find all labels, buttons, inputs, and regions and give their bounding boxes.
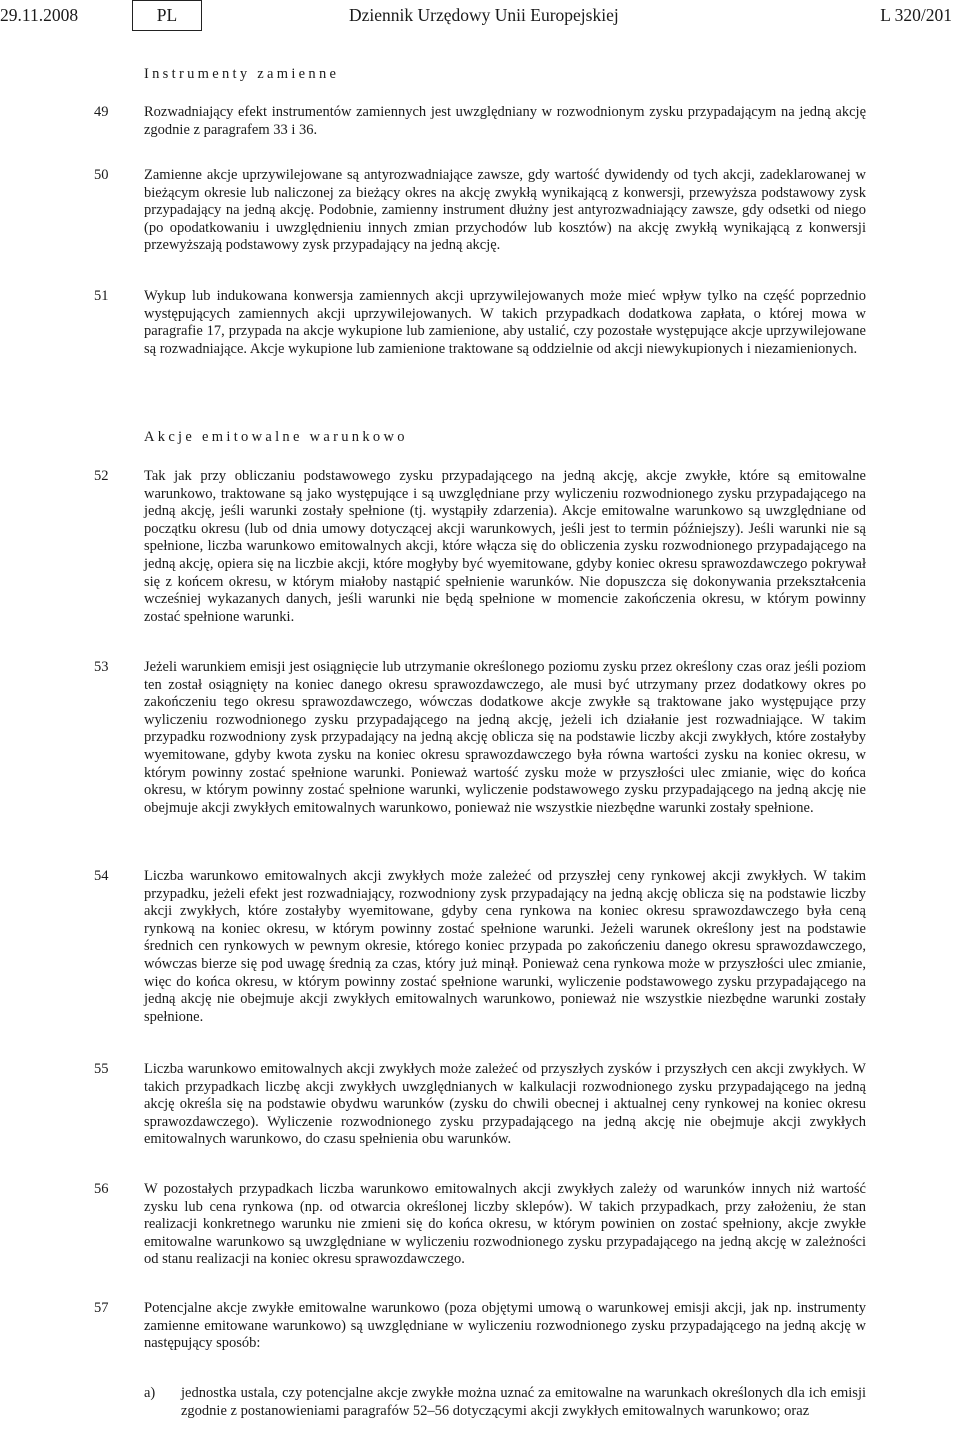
section-title-akcje-emitowalne-warunkowo: Akcje emitowalne warunkowo xyxy=(144,429,408,445)
page-header xyxy=(0,0,960,31)
paragraph-number: 49 xyxy=(94,104,109,120)
paragraph-number: 54 xyxy=(94,868,109,884)
journal-title: Dziennik Urzędowy Unii Europejskiej xyxy=(349,5,619,25)
paragraph-text: Potencjalne akcje zwykłe emitowalne warunkowo (poza objętymi umową o warunkowej emisji akcji, jak np. instrumenty zamienne emitowane warunkowo) są uwzględniane w wyliczeniu rozwodnionego zysku przypadającego na jedną akcję w następujący sposób: xyxy=(144,1300,866,1352)
paragraph-text: Tak jak przy obliczaniu podstawowego zysku przypadającego na jedną akcję, akcje zwykłe, które są emitowalne warunkowo, traktowane są jako występujące i są uwzględniane przy wyliczeniu rozwodnionego zysku przypadającego na jedną akcję, jeśli warunki zostały spełnione (tj. wystąpiły zdarzenia). Akcje emitowalne warunkowo są uwzględniane od początku okresu (lub od dnia umowy dotyczącej akcji warunkowych, jeśli jest to termin późniejszy). Jeśli warunki nie są spełnione, liczba warunkowo emitowalnych akcji, które włącza się do obliczenia zysku rozwodnionego przypadającego na jedną akcję, opiera się na liczbie akcji, które mogłyby być wyemitowane, gdyby koniec okresu sprawozdawczego pokrywał się z końcem okresu, w którym miałoby nastąpić spełnienie warunków. Nie dopuszcza się dokonywania przekształcenia wcześniej wykazanych danych, jeśli warunki nie będą spełnione w momencie zakończenia okresu, w którym powinny zostać spełnione warunki. xyxy=(144,468,866,625)
paragraph-number: 55 xyxy=(94,1061,109,1077)
paragraph-text: Wykup lub indukowana konwersja zamiennych akcji uprzywilejowanych może mieć wpływ tylko na część poprzednio występujących zamiennych akcji uprzywilejowanych. W takich przypadkach dodatkowa zapłata, o której mowa w paragrafie 17, przypada na akcje wykupione lub zamienione, aby ustalić, czy pozostałe występujące akcje uprzywilejowane są rozwadniające. Akcje wykupione lub zamienione traktowane są oddzielnie od akcji niewykupionych i niezamienionych. xyxy=(144,288,866,357)
section-title-instrumenty-zamienne: Instrumenty zamienne xyxy=(144,66,340,82)
paragraph-text: Rozwadniający efekt instrumentów zamiennych jest uwzględniany w rozwodnionym zysku przypadającym na jedną akcję zgodnie z paragrafem 33 i 36. xyxy=(144,104,866,138)
subpoint-text: jednostka ustala, czy potencjalne akcje zwykłe można uznać za emitowalne na warunkach określonych dla ich emisji zgodnie z postanowieniami paragrafów 52–56 dotyczącymi akcji zwykłych emitowalnych warunkowo; oraz xyxy=(181,1385,866,1419)
paragraph-text: Liczba warunkowo emitowalnych akcji zwykłych może zależeć od przyszłej ceny rynkowej akcji zwykłych. W takim przypadku, jeżeli efekt jest rozwadniający, rozwodniony zysk przypadający na jedną akcję oblicza się na podstawie liczby akcji zwykłych, które zostałyby wyemitowane, gdyby cena rynkowa na koniec okresu sprawozdawczego była ceną rynkową na koniec okresu, w którym powinny zostać spełnione warunki. Jeżeli warunek określony jest na podstawie średnich cen rynkowych w pewnym okresie, którego koniec przypada po zakończeniu danego okresu sprawozdawczego, wówczas bierze się pod uwagę średnią za czas, który już minął. Ponieważ cena rynkowa może w przyszłości ulec zmianie, więc do końca okresu, w którym powinny zostać spełnione warunki, wyliczenie podstawowego zysku przypadającego na jedną akcję nie obejmuje akcji zwykłych emitowalnych warunkowo, ponieważ nie wszystkie niezbędne warunki zostały spełnione. xyxy=(144,868,866,1025)
paragraph-number: 57 xyxy=(94,1300,109,1316)
paragraph-text: Zamienne akcje uprzywilejowane są antyrozwadniające zawsze, gdy wartość dywidendy od tych akcji, zadeklarowanej w bieżącym okresie lub naliczonej za bieżący okres na akcję zwykłą wynikającą z konwersji, przewyższa podstawowy zysk przypadający na jedną akcję. Podobnie, zamienny instrument dłużny jest antyrozwadniający zawsze, gdy odsetki od niego (po opodatkowaniu i uwzględnieniu innych zmian przychodów lub kosztów) na akcję zwykłą wynikającą z konwersji przewyższają podstawowy zysk przypadający na jedną akcję. xyxy=(144,167,866,254)
language-badge: PL xyxy=(132,0,202,31)
paragraph-number: 50 xyxy=(94,167,109,183)
page-reference: L 320/201 xyxy=(880,5,952,25)
paragraph-number: 56 xyxy=(94,1181,109,1197)
paragraph-number: 52 xyxy=(94,468,109,484)
subpoint-label: a) xyxy=(144,1385,156,1401)
paragraph-number: 51 xyxy=(94,288,109,304)
paragraph-number: 53 xyxy=(94,659,109,675)
paragraph-text: Jeżeli warunkiem emisji jest osiągnięcie lub utrzymanie określonego poziomu zysku przez określony czas oraz jeśli poziom ten został osiągnięty na koniec danego okresu sprawozdawczego, ale musi być utrzymany przez dodatkowy okres po zakończeniu tego okresu sprawozdawczego, wówczas dodatkowe akcje zwykłe są traktowane jako występujące przy wyliczeniu rozwodnionego zysku przypadającego na jedną akcję, jeżeli ich działanie jest rozwadniające. W takim przypadku rozwodniony zysk przypadający na jedną akcję oblicza się na podstawie liczby akcji zwykłych, które zostałyby wyemitowane, gdyby kwota zysku na koniec okresu sprawozdawczego była równa wartości zysku na koniec okresu, w którym powinny zostać spełnione warunki. Ponieważ wartość zysku może w przyszłości ulec zmianie, więc do końca okresu, w którym powinny zostać spełnione warunki, wyliczenie podstawowego zysku przypadającego na jedną akcję nie obejmuje akcji zwykłych emitowalnych warunkowo, ponieważ nie wszystkie niezbędne warunki zostały spełnione. xyxy=(144,659,866,816)
paragraph-text: Liczba warunkowo emitowalnych akcji zwykłych może zależeć od przyszłych zysków i przyszłych cen akcji zwykłych. W takich przypadkach liczbę akcji zwykłych uwzględnianych w kalkulacji rozwodnionego zysku przypadającego na jedną akcję określa się na podstawie obydwu warunków (zysku do chwili obecnej i aktualnej ceny rynkowej na koniec okresu sprawozdawczego). Wyliczenie rozwodnionego zysku przypadającego na jedną akcję nie obejmuje akcji zwykłych emitowalnych warunkowo, do czasu spełnienia obu warunków. xyxy=(144,1061,866,1148)
paragraph-text: W pozostałych przypadkach liczba warunkowo emitowalnych akcji zwykłych zależy od warunków innych niż wartość zysku lub cena rynkowa (np. od otwarcia określonej liczby sklepów). W takich przypadkach, przy założeniu, że stan realizacji konkretnego warunku nie zmieni się do końca okresu, w którym powinien on zostać spełniony, akcje zwykłe emitowalne warunkowo są uwzględniane w wyliczeniu rozwodnionego zysku przypadającego na jedną akcję w zależności od stanu realizacji na koniec okresu sprawozdawczego. xyxy=(144,1181,866,1268)
publication-date: 29.11.2008 xyxy=(0,5,79,25)
